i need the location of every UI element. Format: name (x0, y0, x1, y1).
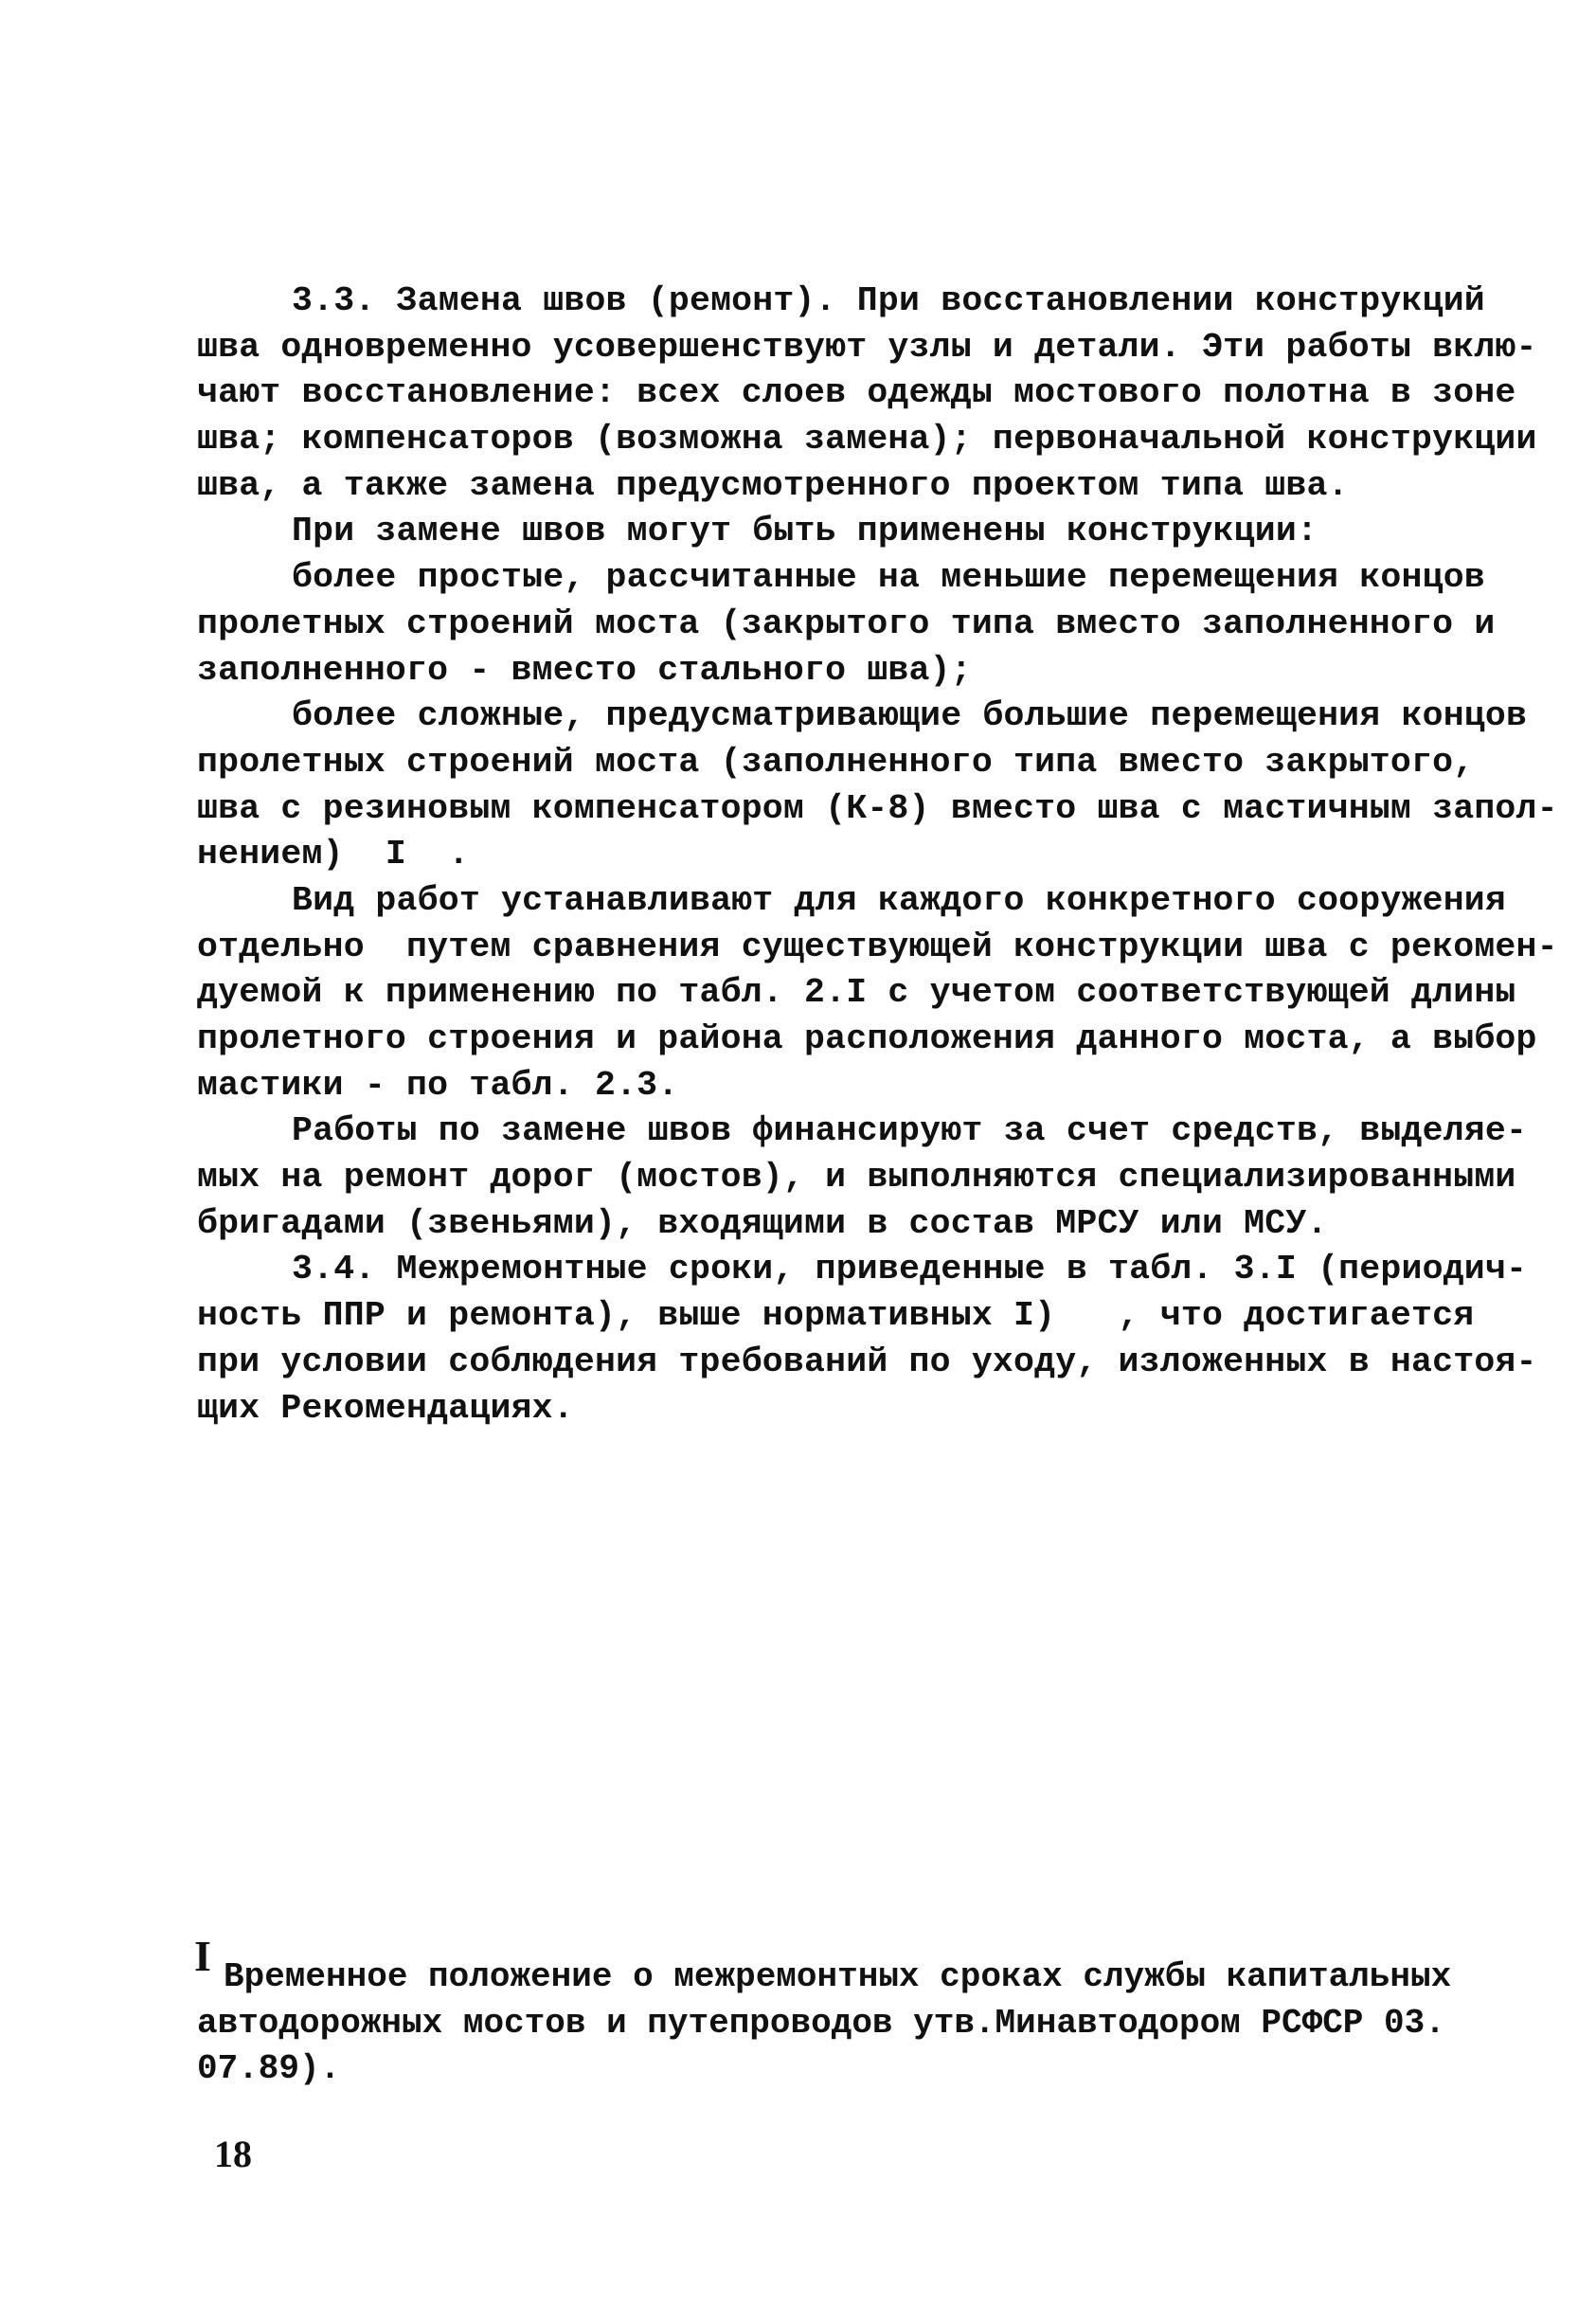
text-line: пролетного строения и района расположения данного моста, а выбор (197, 1019, 1537, 1058)
paragraph-work-type (197, 878, 1558, 1108)
page-number: 18 (214, 2133, 252, 2175)
text-line: При замене швов могут быть применены конструкции: (292, 512, 1318, 551)
footnote-line: 07.89). (197, 2049, 341, 2089)
text-line: пролетных строений моста (заполненного типа вместо закрытого, (197, 742, 1475, 782)
text-line: чают восстановление: всех слоев одежды мостового полотна в зоне (197, 373, 1516, 413)
text-line: щих Рекомендациях. (197, 1388, 574, 1428)
text-line: нением) I . (197, 835, 470, 874)
text-line: шва с резиновым компенсатором (К-8) вместо шва с мастичным запол- (197, 788, 1558, 828)
text-line: Вид работ устанавливают для каждого конкретного сооружения (292, 880, 1507, 920)
text-line: дуемой к применению по табл. 2.I с учетом соответствующей длины (197, 973, 1516, 1013)
text-line: шва; компенсаторов (возможна замена); первоначальной конструкции (197, 420, 1537, 459)
text-line: шва, а также замена предусмотренного проектом типа шва. (197, 465, 1349, 505)
text-line: 3.4. Межремонтные сроки, приведенные в табл. 3.I (периодич- (292, 1250, 1528, 1289)
paragraph-replacement-intro (197, 509, 1428, 555)
text-line: пролетных строений моста (закрытого типа вместо заполненного и (197, 604, 1496, 643)
footnote-line: автодорожных мостов и путепроводов утв.Минавтодором РСФСР 03. (197, 2003, 1445, 2043)
text-line: заполненного - вместо стального шва); (197, 650, 972, 690)
text-line: бригадами (звеньями), входящими в состав МРСУ или МСУ. (197, 1203, 1328, 1243)
paragraph-simpler (197, 555, 1496, 694)
text-line: более сложные, предусматривающие большие перемещения концов (292, 696, 1528, 736)
paragraph-complex (197, 694, 1558, 878)
text-line: отдельно путем сравнения существующей конструкции шва с рекомен- (197, 927, 1558, 966)
main-text (197, 279, 1558, 1432)
text-line: ность ППР и ремонта), выше нормативных I) , что достигается (197, 1296, 1475, 1336)
text-line: при условии соблюдения требований по уходу, изложенных в настоя- (197, 1342, 1537, 1381)
footnote (197, 1954, 1452, 2092)
paragraph-3-4 (197, 1247, 1537, 1432)
text-line: более простые, рассчитанные на меньшие перемещения концов (292, 558, 1485, 598)
footnote-marker: I (194, 1932, 211, 1980)
paragraph-3-3 (197, 279, 1537, 509)
footnote-line: Временное положение о межремонтных сроках службы капитальных (224, 1957, 1452, 1996)
text-line: мых на ремонт дорог (мостов), и выполняются специализированными (197, 1158, 1516, 1198)
paragraph-financing (197, 1108, 1528, 1247)
text-line: Работы по замене швов финансируют за счет средств, выделяе- (292, 1111, 1528, 1151)
text-line: мастики - по табл. 2.3. (197, 1065, 679, 1105)
text-line: 3.3. Замена швов (ремонт). При восстановлении конструкций (292, 281, 1485, 320)
text-line: шва одновременно усовершенствуют узлы и детали. Эти работы вклю- (197, 327, 1537, 367)
